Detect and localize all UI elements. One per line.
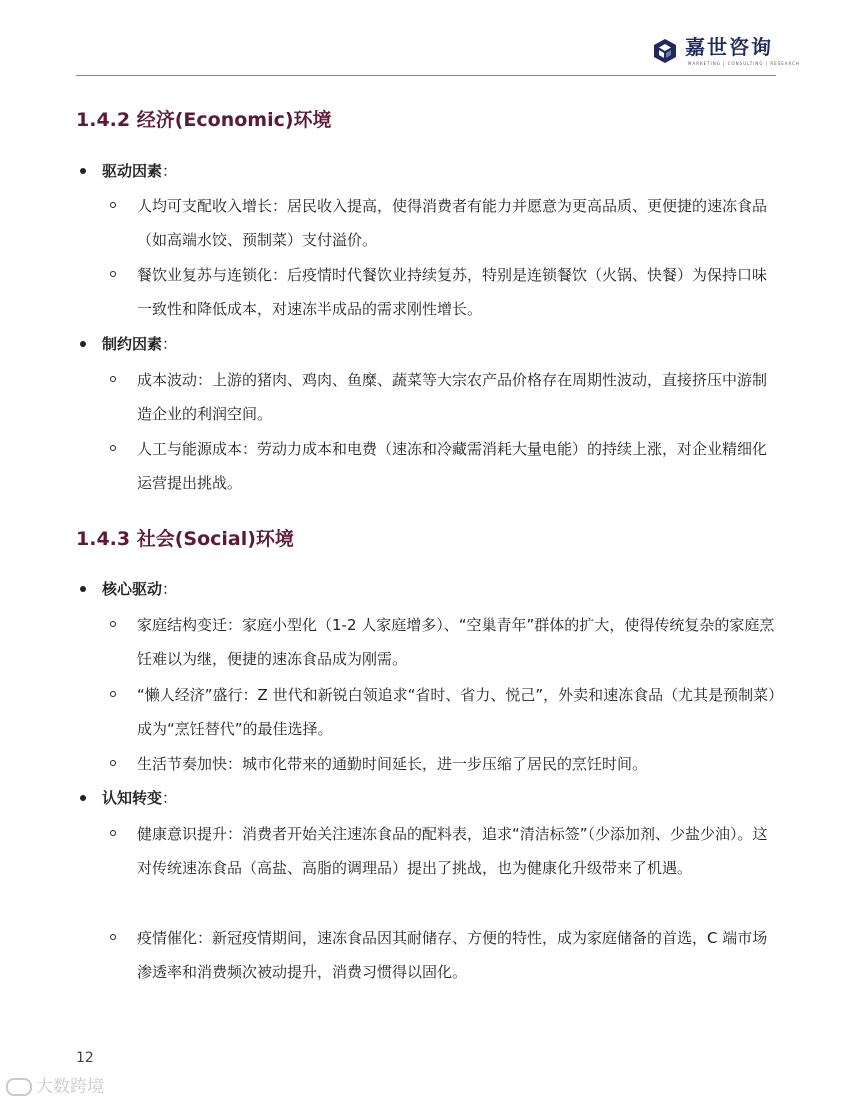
bullet-label: 核心驱动 xyxy=(102,580,163,598)
bullet-drivers xyxy=(80,160,177,182)
list-item-text: 成本波动：上游的猪肉、鸡肉、鱼糜、蔬菜等大宗农产品价格存在周期性波动，直接挤压中游制造企业的利润空间。 xyxy=(137,371,768,423)
list-item-text: 生活节奏加快：城市化带来的通勤时间延长，进一步压缩了居民的烹饪时间。 xyxy=(137,755,648,773)
page-number: 12 xyxy=(76,1050,94,1066)
bullet-cognition xyxy=(80,787,177,809)
list-item xyxy=(110,189,780,257)
bullet-circle-icon xyxy=(110,934,116,940)
bullet-core-drivers xyxy=(80,578,177,600)
bullet-dot-icon xyxy=(80,586,86,592)
list-item-text: 疫情催化：新冠疫情期间，速冻食品因其耐储存、方便的特性，成为家庭储备的首选，C 端市场渗透率和消费频次被动提升，消费习惯得以固化。 xyxy=(137,929,768,981)
bullet-dot-icon xyxy=(80,168,86,174)
bullet-label: 驱动因素 xyxy=(102,162,163,180)
list-item xyxy=(110,363,780,431)
colon: ： xyxy=(162,162,178,180)
watermark-logo-icon xyxy=(6,1078,32,1096)
list-item xyxy=(110,258,780,326)
bullet-constraints xyxy=(80,333,177,355)
list-item xyxy=(110,747,780,781)
section-heading-social: 1.4.3 社会(Social)环境 xyxy=(76,528,294,550)
list-item-text: 餐饮业复苏与连锁化：后疫情时代餐饮业持续复苏，特别是连锁餐饮（火锅、快餐）为保持口味一致性和降低成本，对速冻半成品的需求刚性增长。 xyxy=(137,266,768,318)
bullet-label: 认知转变 xyxy=(102,789,163,807)
list-item-text: 健康意识提升：消费者开始关注速冻食品的配料表，追求“清洁标签”（少添加剂、少盐少油）。这对传统速冻食品（高盐、高脂的调理品）提出了挑战，也为健康化升级带来了机遇。 xyxy=(137,825,768,877)
list-item xyxy=(110,921,780,989)
company-logo-icon xyxy=(652,38,678,64)
list-item-text: “懒人经济”盛行：Z 世代和新锐白领追求“省时、省力、悦己”，外卖和速冻食品（尤其是预制菜）成为“烹饪替代”的最佳选择。 xyxy=(137,686,776,738)
list-item-text: 人均可支配收入增长：居民收入提高，使得消费者有能力并愿意为更高品质、更便捷的速冻食品（如高端水饺、预制菜）支付溢价。 xyxy=(137,197,768,249)
bullet-label: 制约因素 xyxy=(102,335,163,353)
watermark xyxy=(6,1072,104,1097)
bullet-circle-icon xyxy=(110,376,116,382)
brand-name: 嘉世咨询 xyxy=(685,35,773,59)
bullet-circle-icon xyxy=(110,445,116,451)
bullet-circle-icon xyxy=(110,760,116,766)
list-item xyxy=(110,817,780,885)
colon: ： xyxy=(162,789,178,807)
list-item-text: 家庭结构变迁：家庭小型化（1-2 人家庭增多）、“空巢青年”群体的扩大，使得传统复杂的家庭烹饪难以为继，便捷的速冻食品成为刚需。 xyxy=(137,616,775,668)
bullet-dot-icon xyxy=(80,795,86,801)
list-item-text: 人工与能源成本：劳动力成本和电费（速冻和冷藏需消耗大量电能）的持续上涨，对企业精细化运营提出挑战。 xyxy=(137,440,768,492)
bullet-circle-icon xyxy=(110,691,116,697)
bullet-circle-icon xyxy=(110,271,116,277)
header-divider xyxy=(76,75,776,76)
list-item xyxy=(110,608,780,676)
bullet-circle-icon xyxy=(110,621,116,627)
brand-subtitle: MARKETING | CONSULTING | RESEARCH xyxy=(688,61,800,66)
bullet-circle-icon xyxy=(110,830,116,836)
section-heading-economic: 1.4.2 经济(Economic)环境 xyxy=(76,109,332,131)
bullet-dot-icon xyxy=(80,341,86,347)
colon: ： xyxy=(162,580,178,598)
page-header xyxy=(0,0,850,80)
watermark-text: 大数跨境 xyxy=(36,1077,104,1097)
list-item xyxy=(110,432,780,500)
bullet-circle-icon xyxy=(110,202,116,208)
list-item xyxy=(110,678,780,746)
colon: ： xyxy=(162,335,178,353)
